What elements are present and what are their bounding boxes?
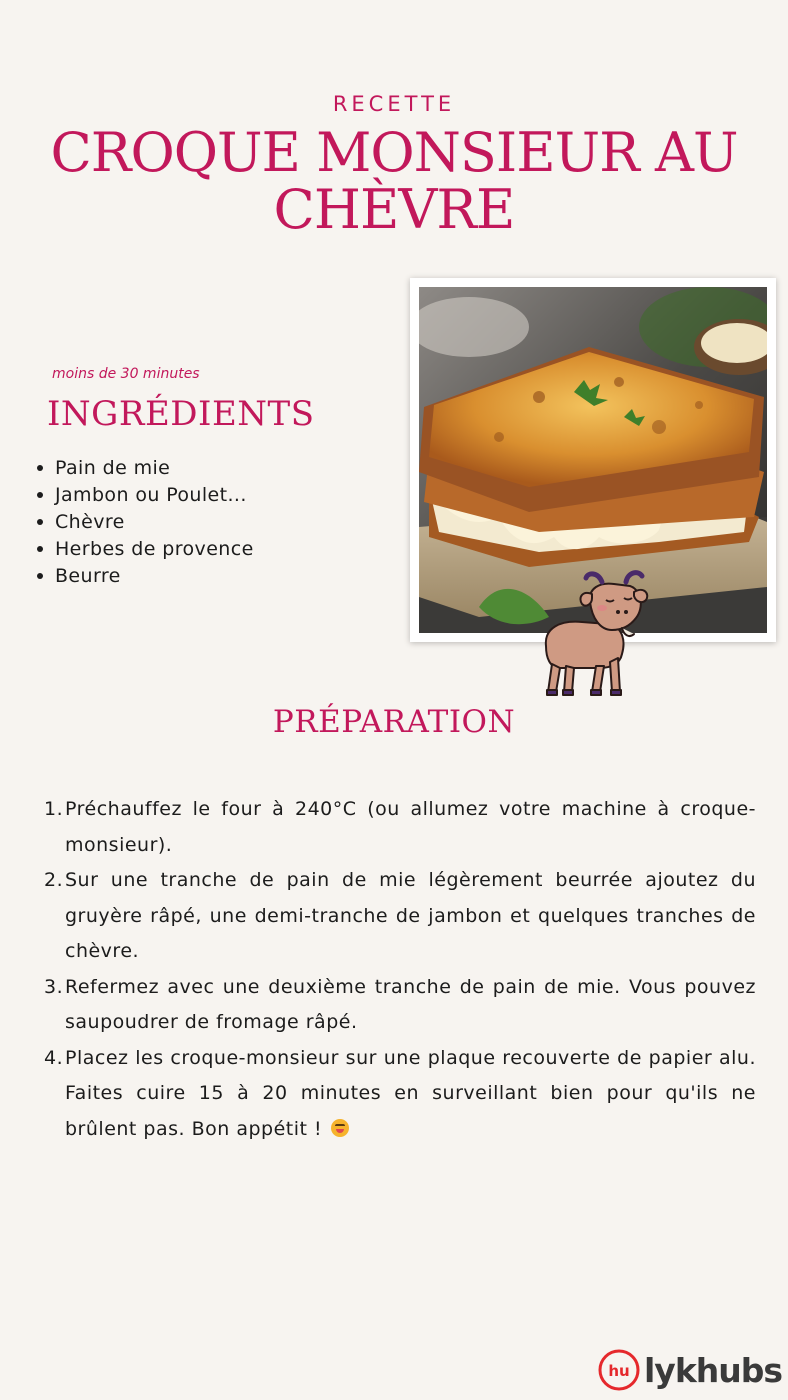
lykhubs-logo-icon <box>598 1349 640 1391</box>
step-number: 4. <box>44 1046 64 1069</box>
ingredient-item: Herbes de provence <box>34 536 254 563</box>
logo-mark-text: hu <box>608 1362 630 1380</box>
step-number: 3. <box>44 975 64 998</box>
ingredient-item: Pain de mie <box>34 455 254 482</box>
recipe-title: CROQUE MONSIEUR AU CHÈVRE <box>50 121 738 241</box>
step-item <box>44 863 756 970</box>
ingredient-item: Beurre <box>34 563 254 590</box>
step-number: 2. <box>44 869 64 891</box>
lykhubs-logo[interactable] <box>598 1348 782 1392</box>
step-item <box>44 792 756 863</box>
ingredient-item: Chèvre <box>34 509 254 536</box>
goat-mascot-icon <box>530 568 650 700</box>
brand-name: lykhubs <box>644 1350 783 1390</box>
step-text: Refermez avec une deuxième tranche de pain de mie. Vous pouvez saupoudrer de fromage râpé. <box>65 975 756 1033</box>
preparation-title: PRÉPARATION <box>272 704 516 740</box>
step-text: Préchauffez le four à 240°C (ou allumez votre machine à croque-monsieur). <box>65 798 756 856</box>
step-text: Sur une tranche de pain de mie légèrement beurrée ajoutez du gruyère râpé, une demi-tranche de jambon et quelques tranches de chèvre. <box>65 869 756 962</box>
ingredients-title: INGRÉDIENTS <box>47 394 315 434</box>
step-item <box>44 1041 756 1148</box>
recipe-kicker: RECETTE <box>332 92 456 116</box>
yum-face-emoji-icon <box>331 1119 349 1137</box>
step-item <box>44 970 756 1041</box>
step-text: Placez les croque-monsieur sur une plaque recouverte de papier alu. Faites cuire 15 à 20 minutes en surveillant bien pour qu'ils ne brûlent pas. Bon appétit ! <box>65 1046 756 1140</box>
ingredient-item: Jambon ou Poulet... <box>34 482 254 509</box>
step-number: 1. <box>44 798 64 820</box>
preparation-steps <box>44 792 756 1147</box>
ingredients-list <box>34 455 254 590</box>
prep-time: moins de 30 minutes <box>52 366 200 382</box>
